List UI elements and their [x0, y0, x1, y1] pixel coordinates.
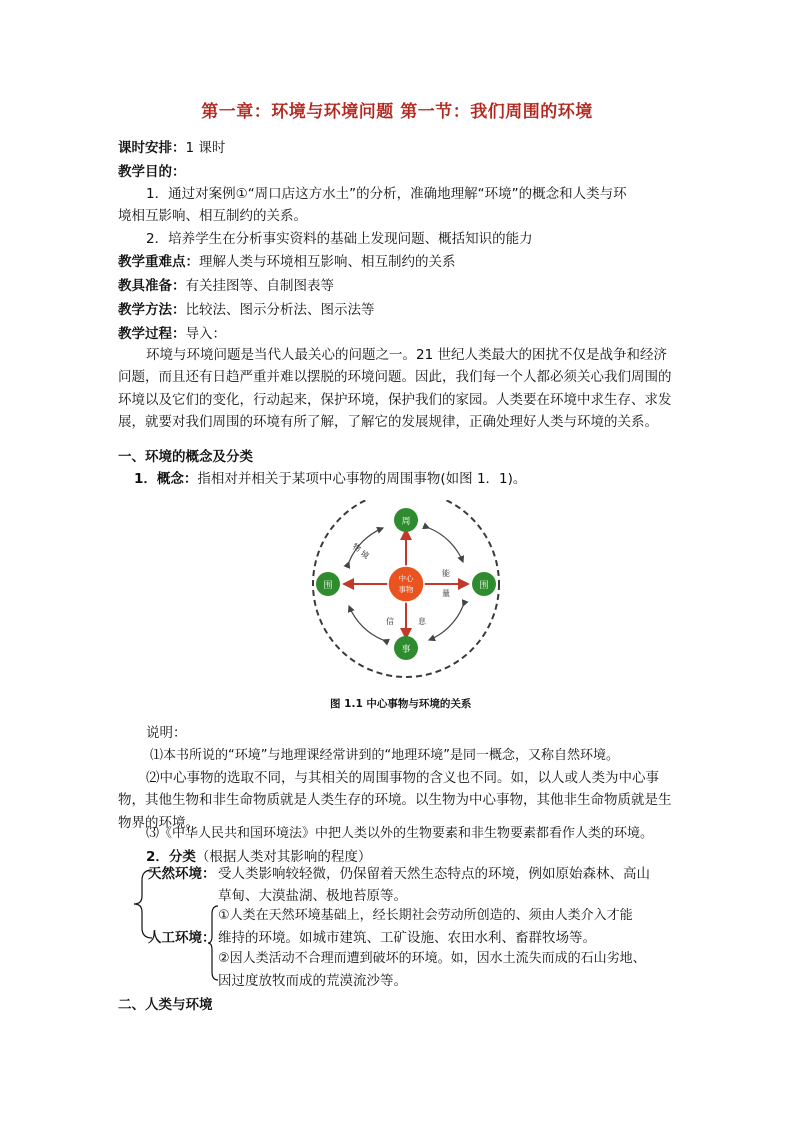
note-2: ⑵中心事物的选取不同，与其相关的周围事物的含义也不同。如，以人或人类为中心事物，其他生物和非生命物质就是人类生存的环境。以生物为中心事物，其他非生命物质就是生物界的环境。 — [118, 770, 672, 831]
notes-label: 说明： — [146, 725, 187, 741]
process-line — [118, 323, 226, 345]
tools-label: 教具准备： — [118, 278, 186, 294]
node-top-label: 周 — [401, 517, 411, 527]
label-liang: 量 — [442, 589, 450, 598]
key-points-line — [118, 251, 456, 273]
arc-top-right — [429, 528, 463, 562]
concept-text: 指相对并相关于某项中心事物的周围事物(如图 1．1)。 — [197, 471, 527, 487]
process-label: 教学过程： — [118, 326, 186, 342]
label-jing: 境 — [359, 548, 371, 561]
figure-caption: 图 1.1 中心事物与环境的关系 — [330, 698, 472, 710]
artificial-2-line-1: ②因人类活动不合理而遭到破坏的环境。如，因水土流失而成的石山劣地、 — [218, 951, 646, 966]
center-label-2: 事物 — [398, 585, 414, 594]
natural-env-label: 天然环境： — [148, 866, 216, 882]
process-value: 导入： — [185, 326, 226, 342]
artificial-env-label: 人工环境： — [148, 930, 216, 946]
artificial-1-line-2: 维持的环境。如城市建筑、工矿设施、农田水利、畜群牧场等。 — [218, 930, 596, 946]
natural-env-line-2: 草甸、大漠盐湖、极地苔原等。 — [218, 888, 407, 904]
artificial-1-line-1: ①人类在天然环境基础上，经长期社会劳动所创造的、须由人类介入才能 — [218, 908, 633, 923]
methods-value: 比较法、图示分析法、图示法等 — [185, 302, 375, 318]
key-points-label: 教学重难点： — [118, 254, 199, 270]
methods-line — [118, 299, 375, 321]
classification-basis: （根据人类对其影响的程度） — [195, 849, 372, 865]
label-wu: 物 — [351, 541, 363, 554]
concept-label: 1．概念： — [134, 471, 198, 487]
natural-env-line-1: 受人类影响较轻微，仍保留着天然生态特点的环境，例如原始森林、高山 — [218, 866, 650, 882]
artificial-2-line-2: 因过度放牧而成的荒漠流沙等。 — [218, 973, 407, 989]
schedule-value: 1 课时 — [185, 140, 226, 156]
schedule-label: 课时安排： — [118, 140, 186, 156]
center-label-1: 中心 — [398, 574, 414, 583]
concept-line — [134, 468, 526, 490]
node-bottom-label: 事 — [401, 645, 411, 655]
goal-item-1-line-2: 境相互影响、相互制约的关系。 — [118, 208, 307, 224]
arc-bottom-left — [349, 606, 383, 640]
classification-heading: 2．分类 — [146, 849, 196, 865]
goal-item-2: 2．培养学生在分析事实资料的基础上发现问题、概括知识的能力 — [146, 231, 533, 247]
node-left-label: 围 — [323, 581, 333, 591]
key-points-value: 理解人类与环境相互影响、相互制约的关系 — [199, 254, 456, 270]
page-title: 第一章：环境与环境问题 第一节：我们周围的环境 — [201, 102, 593, 122]
environment-diagram — [306, 500, 506, 710]
section-1-heading: 一、环境的概念及分类 — [118, 449, 253, 465]
note-1: ⑴本书所说的“环境”与地理课经常讲到的“地理环境”是同一概念，又称自然环境。 — [150, 748, 619, 763]
label-xin: 信 — [386, 617, 394, 626]
label-xi: 息 — [418, 617, 426, 626]
goals-label: 教学目的： — [118, 164, 186, 180]
center-node — [388, 566, 424, 602]
methods-label: 教学方法： — [118, 302, 186, 318]
section-2-heading: 二、人类与环境 — [118, 997, 213, 1013]
schedule-line — [118, 137, 225, 159]
arc-bottom-right — [429, 606, 463, 640]
tools-value: 有关挂图等、自制图表等 — [185, 278, 334, 294]
intro-paragraph: 环境与环境问题是当代人最关心的问题之一。21 世纪人类最大的困扰不仅是战争和经济问题，而且还有日趋严重并难以摆脱的环境问题。因此，我们每一个人都必须关心我们周围的环境以及它们的变化，行动起来，保护环境，保护我们的家园。人类要在环境中求生存、求发展，就要对我们周围的环境有所了解，了解它的发展规律，正确处理好人类与环境的关系。 — [118, 347, 672, 431]
goal-item-1-line-1: 1．通过对案例①“周口店这方水土”的分析，准确地理解“环境”的概念和人类与环 — [146, 186, 627, 202]
note-3: ⑶《中华人民共和国环境法》中把人类以外的生物要素和非生物要素都看作人类的环境。 — [146, 826, 654, 841]
label-neng: 能 — [442, 569, 450, 578]
tools-line — [118, 275, 334, 297]
node-right-label: 围 — [479, 581, 489, 591]
